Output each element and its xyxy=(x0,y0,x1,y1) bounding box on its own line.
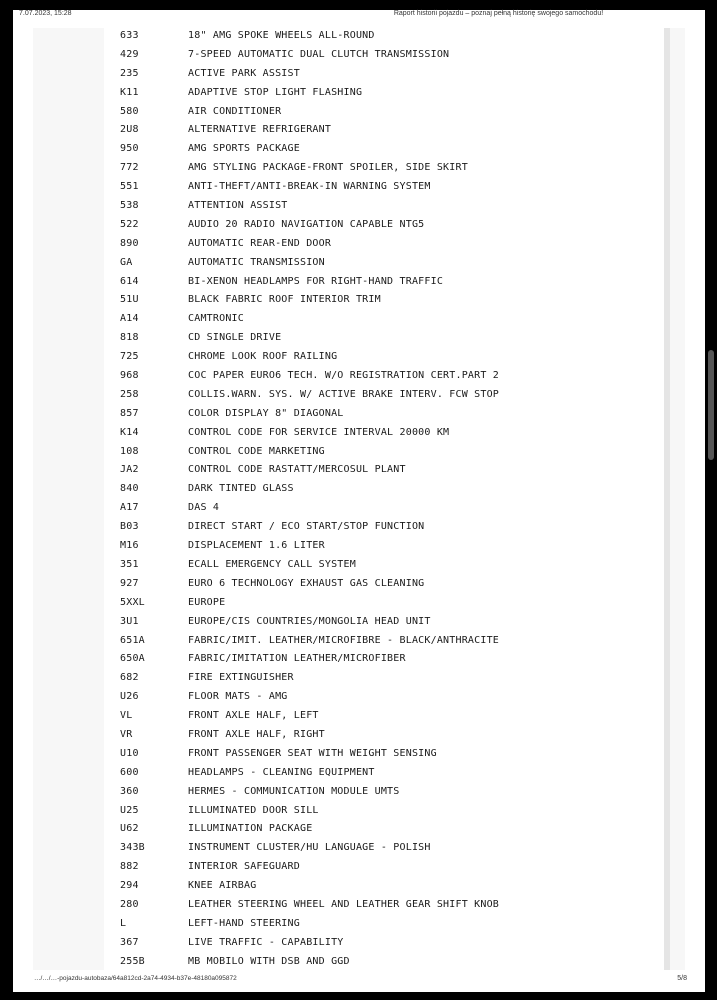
option-description: AMG STYLING PACKAGE-FRONT SPOILER, SIDE SKIRT xyxy=(188,162,468,174)
option-code: 280 xyxy=(120,898,139,910)
option-row xyxy=(0,178,717,197)
option-row xyxy=(0,254,717,273)
option-description: EUROPE xyxy=(188,596,226,608)
option-code: M16 xyxy=(120,540,139,552)
option-row xyxy=(0,159,717,178)
option-row xyxy=(0,329,717,348)
option-description: CONTROL CODE FOR SERVICE INTERVAL 20000 KM xyxy=(188,426,450,438)
option-row xyxy=(0,802,717,821)
option-row xyxy=(0,953,717,972)
option-description: AMG SPORTS PACKAGE xyxy=(188,143,300,155)
option-code: 360 xyxy=(120,785,139,797)
option-description: COC PAPER EURO6 TECH. W/O REGISTRATION CERT.PART 2 xyxy=(188,370,500,382)
option-code: 551 xyxy=(120,181,139,193)
option-row xyxy=(0,518,717,537)
option-description: DIRECT START / ECO START/STOP FUNCTION xyxy=(188,521,425,533)
options-list xyxy=(0,27,717,972)
option-row xyxy=(0,310,717,329)
option-row xyxy=(0,594,717,613)
option-row xyxy=(0,291,717,310)
option-row xyxy=(0,405,717,424)
option-row xyxy=(0,140,717,159)
option-description: FLOOR MATS - AMG xyxy=(188,691,288,703)
option-code: 429 xyxy=(120,48,139,60)
option-code: 600 xyxy=(120,766,139,778)
option-code: VR xyxy=(120,728,133,740)
option-description: FRONT PASSENGER SEAT WITH WEIGHT SENSING xyxy=(188,747,437,759)
option-description: 7-SPEED AUTOMATIC DUAL CLUTCH TRANSMISSION xyxy=(188,48,450,60)
option-description: FABRIC/IMIT. LEATHER/MICROFIBRE - BLACK/ANTHRACITE xyxy=(188,634,500,646)
option-description: KNEE AIRBAG xyxy=(188,880,257,892)
option-row xyxy=(0,820,717,839)
option-row xyxy=(0,235,717,254)
option-row xyxy=(0,707,717,726)
option-description: AIR CONDITIONER xyxy=(188,105,282,117)
option-code: 633 xyxy=(120,30,139,41)
option-row xyxy=(0,877,717,896)
option-code: 51U xyxy=(120,294,139,306)
option-code: 840 xyxy=(120,483,139,495)
option-code: 255B xyxy=(120,955,145,967)
option-description: INTERIOR SAFEGUARD xyxy=(188,861,300,873)
option-row xyxy=(0,46,717,65)
option-code: 725 xyxy=(120,351,139,363)
option-code: 538 xyxy=(120,200,139,212)
option-description: BI-XENON HEADLAMPS FOR RIGHT-HAND TRAFFIC xyxy=(188,275,444,287)
option-description: LEFT-HAND STEERING xyxy=(188,917,300,929)
option-code: 857 xyxy=(120,407,139,419)
option-row xyxy=(0,424,717,443)
option-code: 108 xyxy=(120,445,139,457)
option-row xyxy=(0,896,717,915)
option-code: 882 xyxy=(120,861,139,873)
option-description: AUTOMATIC TRANSMISSION xyxy=(188,256,325,268)
option-row xyxy=(0,480,717,499)
option-row xyxy=(0,934,717,953)
option-description: ANTI-THEFT/ANTI-BREAK-IN WARNING SYSTEM xyxy=(188,181,431,193)
option-description: CHROME LOOK ROOF RAILING xyxy=(188,351,338,363)
option-description: AUTOMATIC REAR-END DOOR xyxy=(188,237,332,249)
option-code: 235 xyxy=(120,67,139,79)
option-description: FRONT AXLE HALF, LEFT xyxy=(188,710,319,722)
option-code: 927 xyxy=(120,577,139,589)
option-row xyxy=(0,783,717,802)
option-row xyxy=(0,84,717,103)
option-description: FIRE EXTINGUISHER xyxy=(188,672,294,684)
option-description: ECALL EMERGENCY CALL SYSTEM xyxy=(188,558,356,570)
option-row xyxy=(0,839,717,858)
option-code: 650A xyxy=(120,653,145,665)
option-description: HERMES - COMMUNICATION MODULE UMTS xyxy=(188,785,400,797)
option-description: LEATHER STEERING WHEEL AND LEATHER GEAR SHIFT KNOB xyxy=(188,898,500,910)
option-description: FABRIC/IMITATION LEATHER/MICROFIBER xyxy=(188,653,406,665)
page-url: …/…/…-pojazdu-autobaza/64a812cd-2a74-4934-b37e-48180a095872 xyxy=(34,975,237,982)
option-description: CAMTRONIC xyxy=(188,313,244,325)
option-description: ILLUMINATED DOOR SILL xyxy=(188,804,319,816)
option-code: 614 xyxy=(120,275,139,287)
option-row xyxy=(0,348,717,367)
print-datetime: 7.07.2023, 15:28 xyxy=(19,10,72,17)
option-row xyxy=(0,27,717,46)
option-row xyxy=(0,121,717,140)
option-code: 580 xyxy=(120,105,139,117)
option-description: COLOR DISPLAY 8" DIAGONAL xyxy=(188,407,344,419)
option-row xyxy=(0,273,717,292)
option-row xyxy=(0,915,717,934)
option-row xyxy=(0,613,717,632)
option-code: U26 xyxy=(120,691,139,703)
option-code: U25 xyxy=(120,804,139,816)
option-code: 522 xyxy=(120,218,139,230)
option-description: DARK TINTED GLASS xyxy=(188,483,294,495)
option-code: U62 xyxy=(120,823,139,835)
option-row xyxy=(0,575,717,594)
option-row xyxy=(0,556,717,575)
option-description: AUDIO 20 RADIO NAVIGATION CAPABLE NTG5 xyxy=(188,218,425,230)
option-description: CONTROL CODE RASTATT/MERCOSUL PLANT xyxy=(188,464,406,476)
option-code: 2U8 xyxy=(120,124,139,136)
option-description: CD SINGLE DRIVE xyxy=(188,332,282,344)
option-row xyxy=(0,216,717,235)
option-row xyxy=(0,443,717,462)
option-code: A17 xyxy=(120,502,139,514)
option-row xyxy=(0,764,717,783)
option-description: MB MOBILO WITH DSB AND GGD xyxy=(188,955,350,967)
option-code: U10 xyxy=(120,747,139,759)
page-number: 5/8 xyxy=(677,975,687,982)
option-code: 367 xyxy=(120,936,139,948)
option-description: EUROPE/CIS COUNTRIES/MONGOLIA HEAD UNIT xyxy=(188,615,431,627)
option-row xyxy=(0,386,717,405)
option-code: B03 xyxy=(120,521,139,533)
option-code: A14 xyxy=(120,313,139,325)
option-description: ILLUMINATION PACKAGE xyxy=(188,823,313,835)
option-code: 950 xyxy=(120,143,139,155)
option-code: JA2 xyxy=(120,464,139,476)
option-description: DAS 4 xyxy=(188,502,220,514)
option-code: 818 xyxy=(120,332,139,344)
option-code: 651A xyxy=(120,634,145,646)
scrollbar[interactable] xyxy=(708,350,714,460)
option-code: 294 xyxy=(120,880,139,892)
option-row xyxy=(0,461,717,480)
option-code: 343B xyxy=(120,842,145,854)
option-row xyxy=(0,499,717,518)
option-row xyxy=(0,858,717,877)
option-description: 18" AMG SPOKE WHEELS ALL-ROUND xyxy=(188,30,375,41)
option-row xyxy=(0,650,717,669)
option-code: 5XXL xyxy=(120,596,145,608)
option-code: 890 xyxy=(120,237,139,249)
option-description: COLLIS.WARN. SYS. W/ ACTIVE BRAKE INTERV. FCW STOP xyxy=(188,388,500,400)
option-row xyxy=(0,632,717,651)
option-code: VL xyxy=(120,710,133,722)
option-description: FRONT AXLE HALF, RIGHT xyxy=(188,728,325,740)
option-row xyxy=(0,367,717,386)
option-code: 258 xyxy=(120,388,139,400)
option-code: 682 xyxy=(120,672,139,684)
option-row xyxy=(0,65,717,84)
option-row xyxy=(0,103,717,122)
option-code: L xyxy=(120,917,127,929)
option-row xyxy=(0,726,717,745)
option-code: 351 xyxy=(120,558,139,570)
option-description: ACTIVE PARK ASSIST xyxy=(188,67,300,79)
option-description: INSTRUMENT CLUSTER/HU LANGUAGE - POLISH xyxy=(188,842,431,854)
option-description: ALTERNATIVE REFRIGERANT xyxy=(188,124,332,136)
option-code: 968 xyxy=(120,370,139,382)
option-code: 3U1 xyxy=(120,615,139,627)
option-row xyxy=(0,688,717,707)
option-code: K11 xyxy=(120,86,139,98)
option-row xyxy=(0,669,717,688)
page-title: Raport historii pojazdu – poznaj pełną historię swojego samochodu! xyxy=(393,10,604,17)
option-row xyxy=(0,537,717,556)
option-description: BLACK FABRIC ROOF INTERIOR TRIM xyxy=(188,294,381,306)
option-row xyxy=(0,197,717,216)
option-description: ATTENTION ASSIST xyxy=(188,200,288,212)
option-code: K14 xyxy=(120,426,139,438)
option-description: HEADLAMPS - CLEANING EQUIPMENT xyxy=(188,766,375,778)
option-description: CONTROL CODE MARKETING xyxy=(188,445,325,457)
option-code: 772 xyxy=(120,162,139,174)
option-description: LIVE TRAFFIC - CAPABILITY xyxy=(188,936,344,948)
option-code: GA xyxy=(120,256,133,268)
option-description: EURO 6 TECHNOLOGY EXHAUST GAS CLEANING xyxy=(188,577,425,589)
option-description: DISPLACEMENT 1.6 LITER xyxy=(188,540,325,552)
option-row xyxy=(0,745,717,764)
option-description: ADAPTIVE STOP LIGHT FLASHING xyxy=(188,86,363,98)
